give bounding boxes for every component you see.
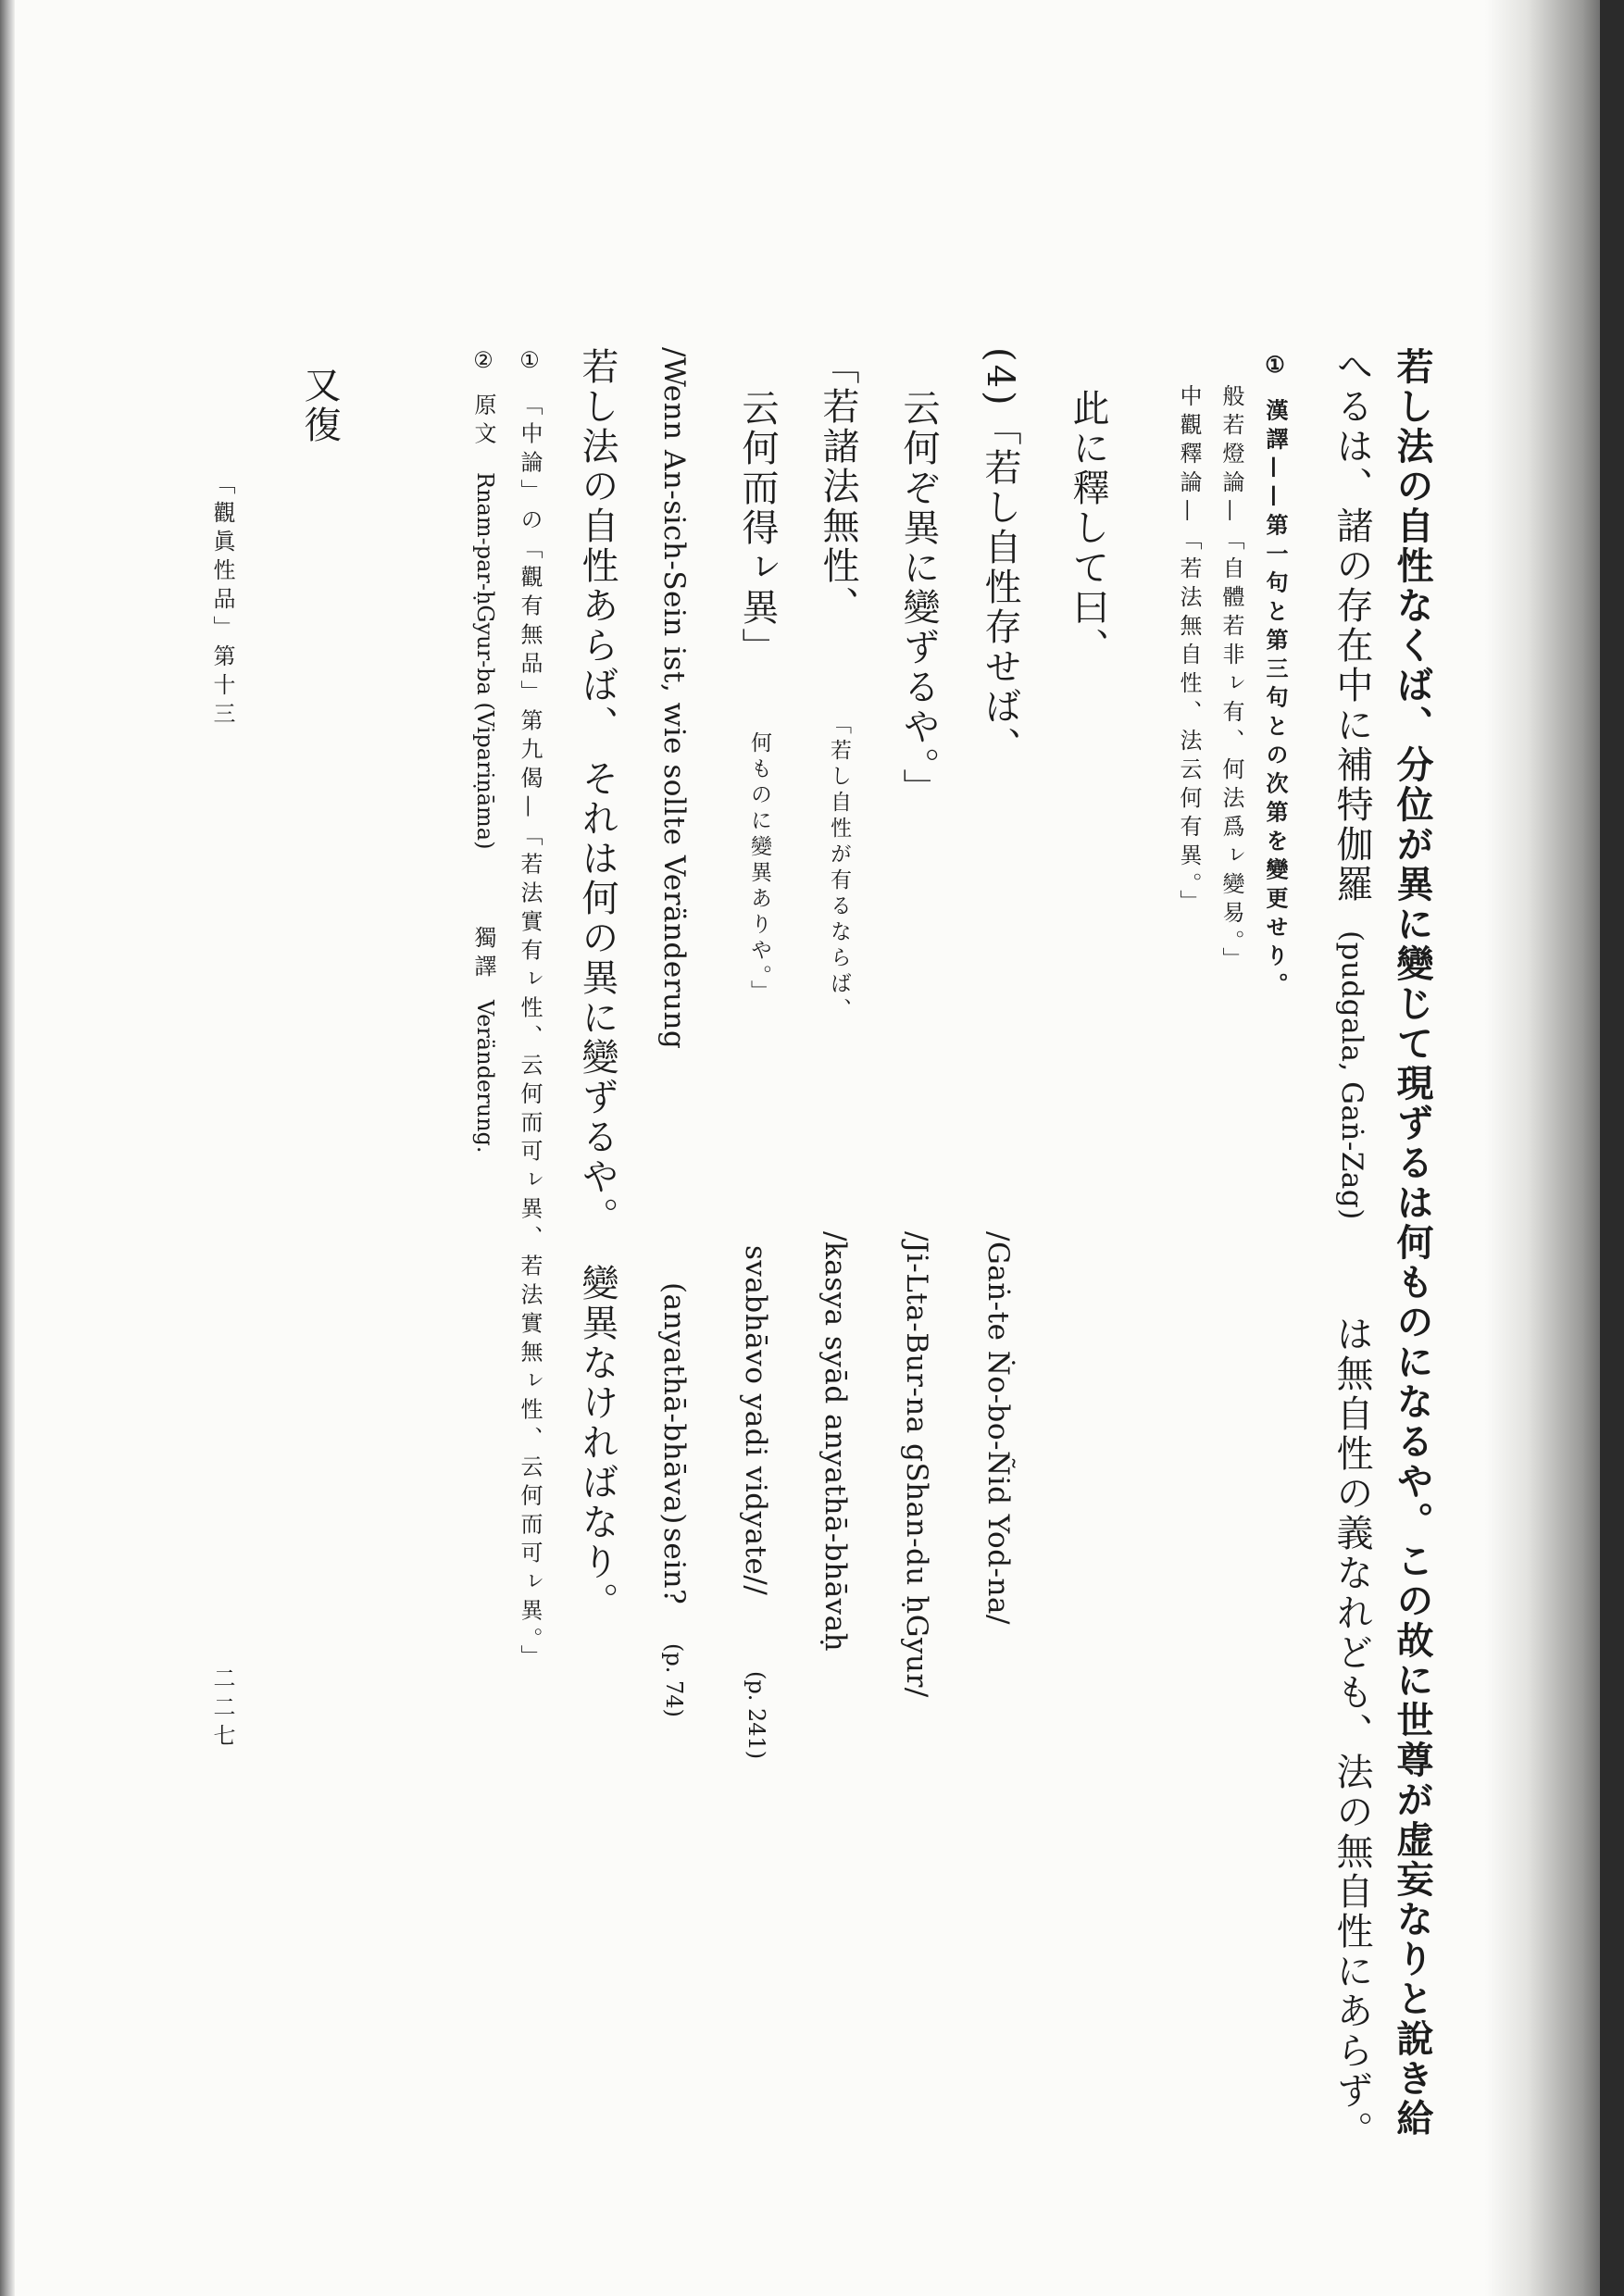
explanation-a: 若し法の自性あらば、 [576, 347, 618, 745]
footnote-bottom-2d: Veränderung. [472, 1000, 498, 1154]
japanese-gloss-1: 「若し自性が有るならば、 [827, 713, 851, 1024]
page-number: 二二七 [209, 1666, 235, 1753]
scan-edge-left [0, 0, 15, 2296]
commentary-intro: 此に釋して曰、 [1067, 389, 1109, 668]
explanation-b: それは何の異に變ずるや。 [576, 759, 618, 1237]
verse-label: (4)「若し自性存せば、 [979, 347, 1021, 767]
tibetan-line-1: /Gaṅ-te Ṅo-bo-Ñid Yod-na/ [981, 1231, 1015, 1625]
explanation-c: 變異なければなり。 [576, 1264, 618, 1622]
verse-line-2: 云何ぞ異に變ずるや。」 [897, 389, 940, 808]
german-translation: /Wenn An-sich-Sein ist, wie sollte Veränderung [657, 347, 691, 1050]
closing-phrase: 又復 [298, 366, 341, 445]
footnote-bottom-2c: 獨譯 [470, 926, 496, 983]
german-translation-end: sein? [657, 1528, 691, 1605]
footnote-top-2: 般若燈論—「自體若非ㇾ有、何法爲ㇾ變易。」 [1218, 384, 1244, 976]
footnote-bottom-2a: ② 原文 [470, 347, 496, 451]
chinese-verse-2: 云何而得ㇾ異」 [736, 389, 779, 668]
body-line-2c: は無自性の義なれども、法の無自性にあらず。 [1330, 1315, 1373, 2151]
japanese-gloss-2: 何ものに變異ありや。」 [747, 731, 771, 1006]
body-line-2a: へるは、諸の存在中に補特伽羅 [1330, 347, 1373, 905]
footnote-top-3: 中觀釋論—「若法無自性、法云何有異。」 [1176, 384, 1202, 918]
german-reference: (p. 74) [661, 1643, 687, 1717]
german-translation-term: (anyathā-bhāva) [657, 1282, 691, 1525]
chinese-verse-1: 「若諸法無性、 [817, 347, 859, 626]
sanskrit-reference: (p. 241) [743, 1671, 769, 1760]
footnote-top-1: ① 漢譯——第一句と第三句との次第を變更せり。 [1262, 352, 1289, 1002]
running-header: 「觀眞性品」第十三 [209, 472, 235, 730]
sanskrit-line-2: svabhāvo yadi vidyate// [739, 1245, 772, 1596]
footnote-bottom-2b: Rnam-par-ḥGyur-ba (Vipariṇāma) [472, 472, 498, 850]
sanskrit-line-1: /kasya syād anyathā-bhāvaḥ [818, 1231, 852, 1653]
body-line-2b: (pudgala, Gaṅ-Zag) [1335, 930, 1368, 1220]
book-gutter-edge [1600, 0, 1624, 2296]
footnote-bottom-1: ① 「中論」の「觀有無品」第九偈—「若法實有ㇾ性、云何而可ㇾ異、若法實無ㇾ性、云何而可ㇾ異。」 [517, 347, 543, 1674]
body-line-1: 若し法の自性なくば、分位が異に變じて現ずるは何ものになるや。この故に世尊が虚妄なりと說き給 [1391, 347, 1434, 2139]
tibetan-line-2: /Ji-Lta-Bur-na gShan-du ḥGyur/ [900, 1231, 933, 1698]
